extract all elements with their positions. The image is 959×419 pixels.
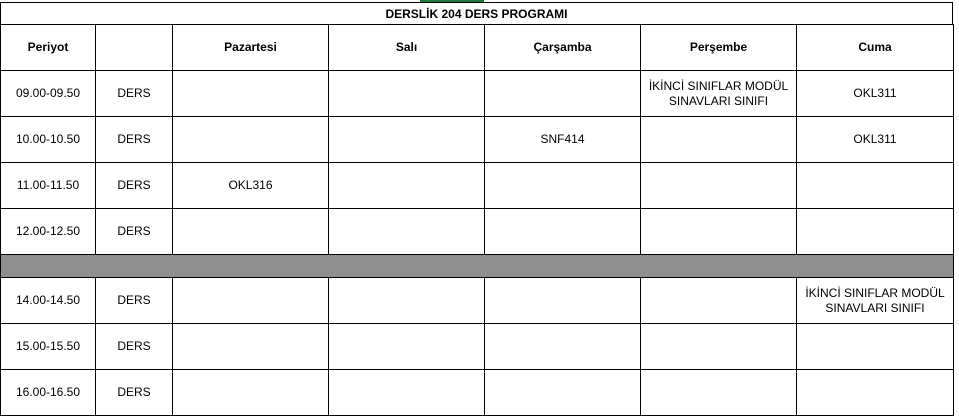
period-cell[interactable]: 14.00-14.50	[1, 278, 96, 324]
schedule-cell[interactable]	[485, 278, 641, 324]
schedule-cell[interactable]	[173, 324, 329, 370]
type-cell[interactable]: DERS	[96, 117, 173, 163]
table-row	[1, 370, 954, 416]
schedule-cell[interactable]	[485, 71, 641, 117]
break-row	[1, 255, 954, 278]
header-blank[interactable]	[96, 25, 173, 71]
header-carsamba[interactable]: Çarşamba	[485, 25, 641, 71]
schedule-cell[interactable]	[641, 163, 797, 209]
schedule-cell[interactable]	[329, 209, 485, 255]
schedule-cell[interactable]	[329, 163, 485, 209]
table-row	[1, 209, 954, 255]
schedule-cell[interactable]	[173, 71, 329, 117]
schedule-cell[interactable]	[641, 370, 797, 416]
period-cell[interactable]: 15.00-15.50	[1, 324, 96, 370]
header-sali[interactable]: Salı	[329, 25, 485, 71]
schedule-cell[interactable]: İKİNCİ SINIFLAR MODÜL SINAVLARI SINIFI	[797, 278, 954, 324]
schedule-table	[0, 24, 954, 416]
period-cell[interactable]: 11.00-11.50	[1, 163, 96, 209]
type-cell[interactable]: DERS	[96, 278, 173, 324]
schedule-cell[interactable]	[797, 324, 954, 370]
table-row	[1, 117, 954, 163]
header-periyot[interactable]: Periyot	[1, 25, 96, 71]
schedule-cell[interactable]	[173, 370, 329, 416]
header-cuma[interactable]: Cuma	[797, 25, 954, 71]
schedule-cell[interactable]: OKL311	[797, 71, 954, 117]
schedule-cell[interactable]: İKİNCİ SINIFLAR MODÜL SINAVLARI SINIFI	[641, 71, 797, 117]
schedule-cell[interactable]: OKL311	[797, 117, 954, 163]
period-cell[interactable]: 12.00-12.50	[1, 209, 96, 255]
schedule-cell[interactable]	[329, 370, 485, 416]
schedule-cell[interactable]	[797, 209, 954, 255]
type-cell[interactable]: DERS	[96, 71, 173, 117]
type-cell[interactable]: DERS	[96, 163, 173, 209]
table-row	[1, 163, 954, 209]
schedule-cell[interactable]	[797, 370, 954, 416]
schedule-cell[interactable]	[797, 163, 954, 209]
schedule-cell[interactable]	[329, 278, 485, 324]
schedule-cell[interactable]	[173, 278, 329, 324]
schedule-cell[interactable]	[485, 163, 641, 209]
schedule-title[interactable]: DERSLİK 204 DERS PROGRAMI	[0, 2, 953, 24]
header-row	[1, 25, 954, 71]
schedule-cell[interactable]: OKL316	[173, 163, 329, 209]
schedule-cell[interactable]	[485, 324, 641, 370]
type-cell[interactable]: DERS	[96, 370, 173, 416]
type-cell[interactable]: DERS	[96, 324, 173, 370]
table-row	[1, 278, 954, 324]
table-row	[1, 324, 954, 370]
table-row	[1, 71, 954, 117]
schedule-cell[interactable]	[641, 278, 797, 324]
schedule-cell[interactable]	[329, 117, 485, 163]
schedule-cell[interactable]	[641, 324, 797, 370]
type-cell[interactable]: DERS	[96, 209, 173, 255]
period-cell[interactable]: 10.00-10.50	[1, 117, 96, 163]
schedule-cell[interactable]	[329, 324, 485, 370]
period-cell[interactable]: 09.00-09.50	[1, 71, 96, 117]
schedule-cell[interactable]	[173, 117, 329, 163]
header-pazartesi[interactable]: Pazartesi	[173, 25, 329, 71]
header-persembe[interactable]: Perşembe	[641, 25, 797, 71]
schedule-cell[interactable]	[641, 117, 797, 163]
period-cell[interactable]: 16.00-16.50	[1, 370, 96, 416]
schedule-cell[interactable]	[329, 71, 485, 117]
schedule-cell[interactable]: SNF414	[485, 117, 641, 163]
schedule-cell[interactable]	[485, 209, 641, 255]
schedule-cell[interactable]	[485, 370, 641, 416]
schedule-cell[interactable]	[173, 209, 329, 255]
schedule-cell[interactable]	[641, 209, 797, 255]
break-row-cell[interactable]	[1, 255, 954, 278]
